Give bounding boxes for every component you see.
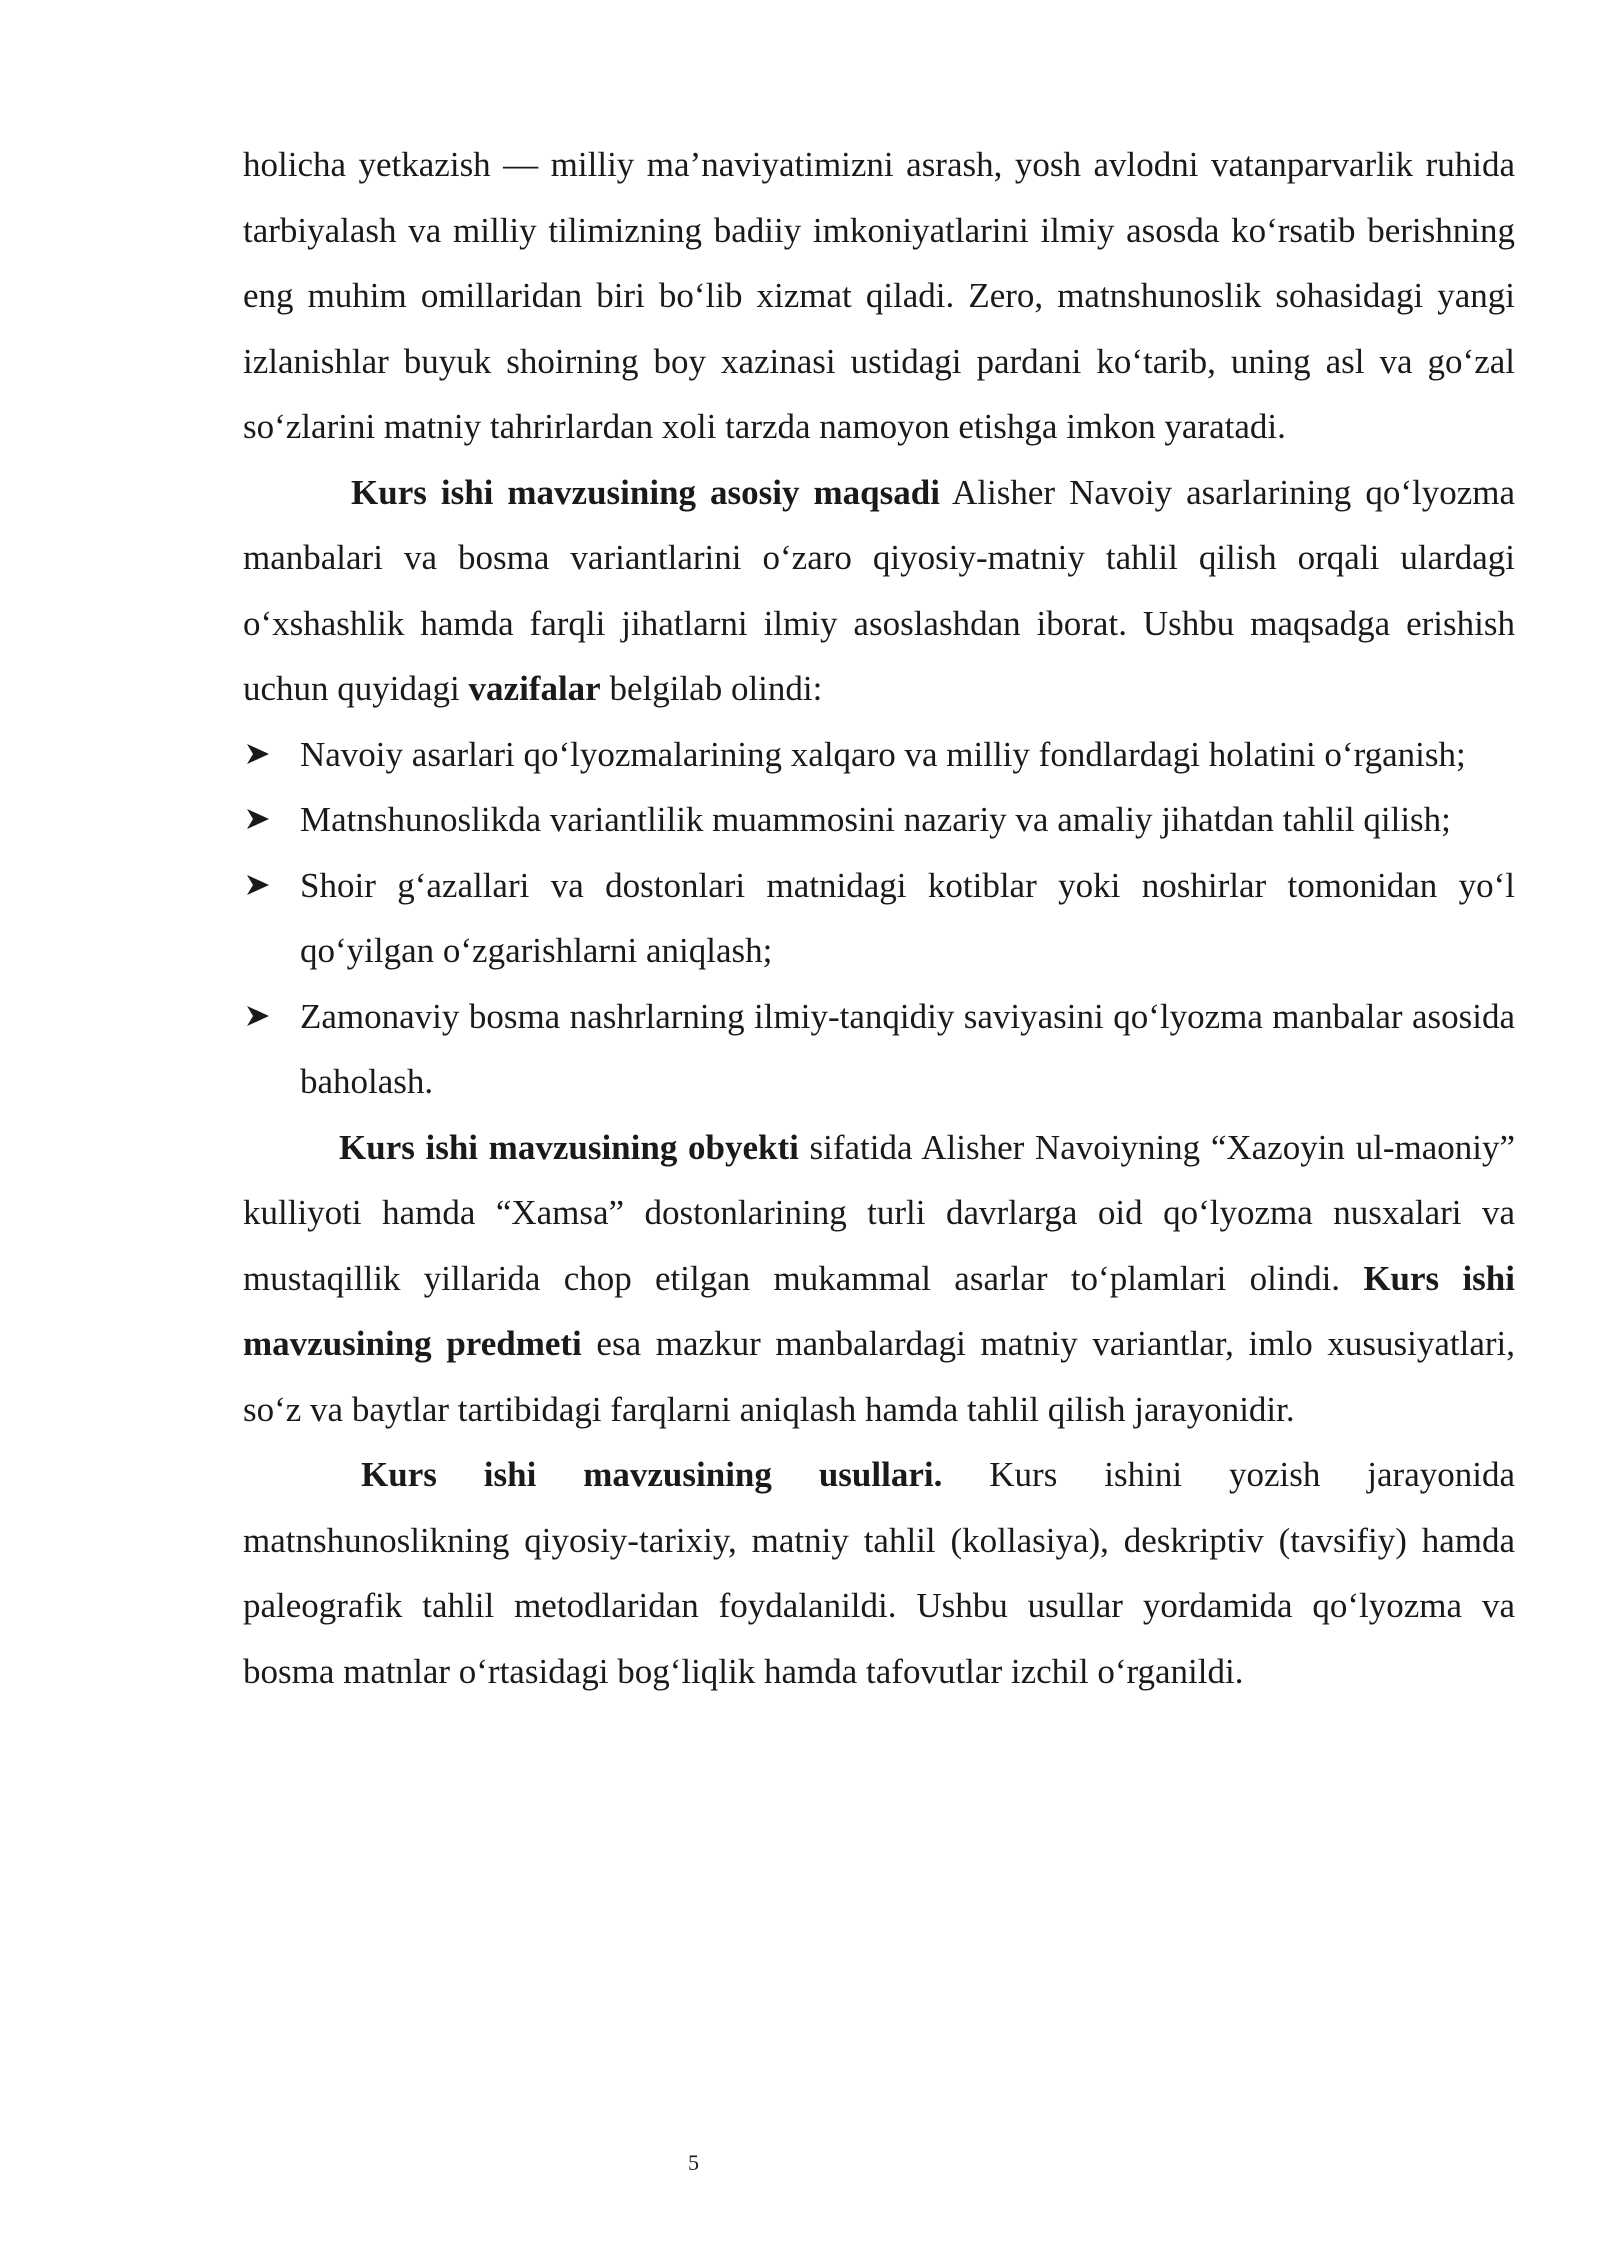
object-text: sifatida Alisher Navoiyning “Xazoyin ul-maoniy” kulliyoti hamda “Xamsa” dostonlarining turli davrlarga oid qo‘lyozma nusxalari va mustaqillik yillarida chop etilgan mukammal asarlar to‘plamlari olindi. [243,1127,1515,1298]
tasks-keyword: vazifalar [468,669,601,708]
intro-paragraph: holicha yetkazish — milliy ma’naviyatimizni asrash, yosh avlodni vatanparvarlik ruhida tarbiyalash va milliy tilimizning badiiy imkoniyatlarini ilmiy asosda ko‘rsatib berishning eng muhim omillaridan biri bo‘lib xizmat qiladi. Zero, matnshunoslik sohasidagi yangi izlanishlar buyuk shoirning boy xazinasi ustidagi pardani ko‘tarib, uning asl va go‘zal so‘zlarini matniy tahrirlardan xoli tarzda namoyon etishga imkon yaratadi. [243,145,1515,446]
tasks-list [243,722,1515,1115]
arrowhead-bullet-icon [245,984,271,1050]
methods-paragraph [243,1442,1515,1704]
subject-heading: Kurs ishi mavzusining predmeti [243,1258,1515,1363]
task-text: Navoiy asarlari qo‘lyozmalarining xalqaro va milliy fondlardagi holatini o‘rganish; [300,734,1466,774]
arrowhead-bullet-icon [245,787,271,853]
object-paragraph [243,1115,1515,1443]
methods-text: Kurs ishini yozish jarayonida matnshunoslikning qiyosiy-tarixiy, matniy tahlil (kollasiya), deskriptiv (tavsifiy) hamda paleografik tahlil metodlaridan foydalanildi. Ushbu usullar yordamida qo‘lyozma va bosma matnlar o‘rtasidagi bog‘liqlik hamda tafovutlar izchil o‘rganildi. [243,1455,1515,1691]
list-item [243,722,1515,788]
arrowhead-bullet-icon [245,853,271,919]
task-text: Zamonaviy bosma nashrlarning ilmiy-tanqidiy saviyasini qo‘lyozma manbalar asosida baholash. [300,996,1515,1101]
task-text: Shoir g‘azallari va dostonlari matnidagi kotiblar yoki noshirlar tomonidan yo‘l qo‘yilgan o‘zgarishlarni aniqlash; [300,865,1515,970]
arrowhead-bullet-icon [245,722,271,788]
document-body [243,132,1515,1704]
goal-text: Alisher Navoiy asarlarining qo‘lyozma manbalari va bosma variantlarini o‘zaro qiyosiy-matniy tahlil qilish orqali ulardagi o‘xshashlik hamda farqli jihatlarni ilmiy asoslashdan iborat. Ushbu maqsadga erishish uchun quyidagi [243,472,1515,708]
list-item [243,787,1515,853]
goal-paragraph [243,460,1515,722]
task-text: Matnshunoslikda variantlilik muammosini nazariy va amaliy jihatdan tahlil qilish; [300,800,1451,839]
list-item [243,984,1515,1115]
methods-heading: Kurs ishi mavzusining usullari. [361,1455,943,1494]
goal-heading: Kurs ishi mavzusining asosiy maqsadi [351,472,940,512]
list-item [243,853,1515,984]
object-heading: Kurs ishi mavzusining obyekti [339,1127,799,1167]
subject-text: esa mazkur manbalardagi matniy variantlar, imlo xususiyatlari, so‘z va baytlar tartibidagi farqlarni aniqlash hamda tahlil qilish jarayonidir. [243,1324,1515,1429]
page-number: 5 [688,2150,699,2175]
goal-text-end: belgilab olindi: [600,669,823,708]
